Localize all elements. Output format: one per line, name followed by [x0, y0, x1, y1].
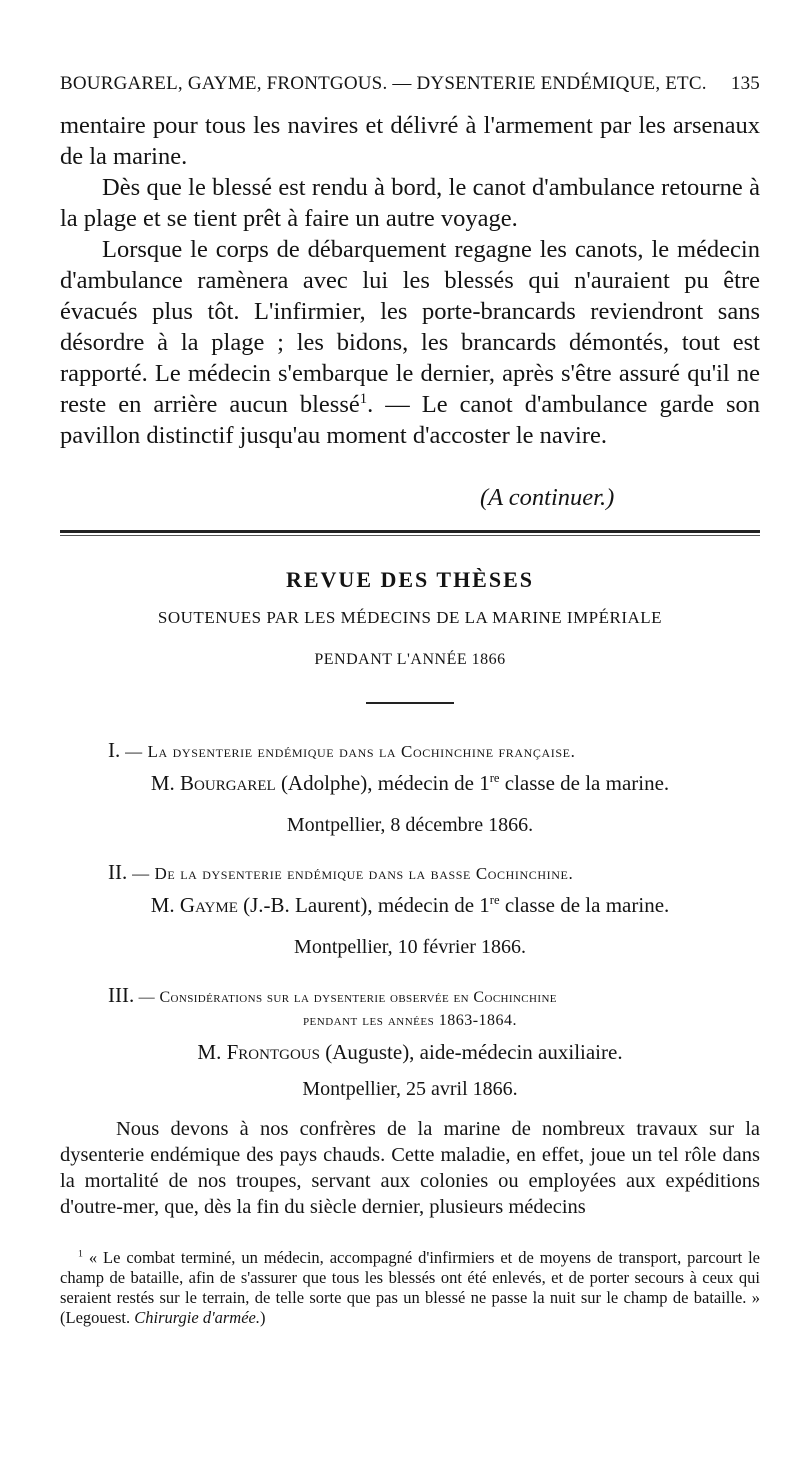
footnote-close: ): [259, 1308, 266, 1327]
paragraph: Nous devons à nos confrères de la marine de nombreux travaux sur la dysenterie endémique des pays chauds. Cette maladie, en effet, joue un tel rôle dans la mortalité de nos troupes, servant aux colonies ou employées aux expéditions d'outre-mer, que, dès la fin du siècle dernier, plusieurs médecins: [60, 1118, 760, 1218]
class-ordinal: re: [489, 771, 500, 785]
thesis-title-text: — Considérations sur la dysenterie observée en Cochinchine: [138, 989, 557, 1006]
thesis-numeral: III.: [108, 983, 135, 1007]
footnote-text: [60, 1248, 760, 1328]
review-period: PENDANT L'ANNÉE 1866: [314, 651, 506, 668]
section-divider: [60, 530, 760, 533]
running-header: [60, 73, 760, 95]
thesis-title: [108, 738, 575, 763]
class-text: classe de la marine.: [504, 893, 670, 917]
class-ordinal: re: [489, 893, 500, 907]
thesis-numeral: II.: [108, 860, 128, 884]
author-name: Gayme: [179, 893, 238, 917]
footnote-marker: 1: [78, 1248, 83, 1260]
author-name: Bourgarel: [180, 771, 276, 795]
thesis-title-continued: pendant les années 1863-1864.: [302, 1012, 518, 1029]
paragraph-text: Lorsque le corps de débarquement regagne les canots, le médecin d'ambulance ramènera avec lui les blessés qui n'auraient pu être évacués plus tôt. L'infirmier, les porte-brancards reviendront sans désordre à la plage ; les bidons, les brancards démontés, tout est rapporté. Le médecin s'embarque le dernier, après s'être assuré qu'il ne reste en arrière aucun blessé: [60, 236, 760, 418]
thesis-title-text: — La dysenterie endémique dans la Cochinchine française.: [125, 742, 576, 761]
author-prefix: M.: [150, 893, 175, 917]
review-body: [60, 1116, 760, 1220]
author-name: Frontgous: [226, 1040, 320, 1064]
continuation-note: (A continuer.): [480, 484, 615, 511]
thesis-author: [60, 771, 760, 796]
body-text: [60, 110, 760, 451]
review-title: REVUE DES THÈSES: [285, 567, 534, 592]
page-number: 135: [730, 73, 760, 94]
thesis-place-date: Montpellier, 8 décembre 1866.: [286, 814, 534, 836]
section-divider-thin: [60, 535, 760, 536]
paragraph: [60, 234, 760, 451]
footnote-source: Chirurgie d'armée.: [134, 1308, 260, 1327]
review-subtitle: SOUTENUES PAR LES MÉDECINS DE LA MARINE IMPÉRIALE: [157, 608, 663, 627]
short-divider: [366, 702, 454, 704]
paragraph: mentaire pour tous les navires et délivré à l'armement par les arsenaux de la marine.: [60, 112, 760, 170]
footnote-reference: 1: [359, 390, 368, 407]
footnote: [60, 1248, 760, 1328]
thesis-numeral: I.: [108, 738, 121, 762]
thesis-place-date: Montpellier, 25 avril 1866.: [302, 1078, 518, 1100]
thesis-author: [60, 893, 760, 918]
author-details: (Adolphe), médecin de: [280, 771, 474, 795]
thesis-title: [108, 983, 557, 1008]
class-number: 1: [479, 771, 490, 795]
footnote-body: « Le combat terminé, un médecin, accompagné d'infirmiers et de moyens de transport, parcourt le champ de bataille, afin de s'assurer que tous les blessés ont été enlevés, et de porter secours à ceux qui seraient restés sur le terrain, de telle sorte que pas un blessé ne passe la nuit sur le champ de bataille. » (Legouest.: [60, 1248, 761, 1327]
class-text: classe de la marine.: [504, 771, 670, 795]
author-prefix: M.: [197, 1040, 222, 1064]
author-details: (J.-B. Laurent), médecin de: [243, 893, 475, 917]
class-number: 1: [479, 893, 490, 917]
author-details: (Auguste), aide-médecin auxiliaire.: [325, 1040, 623, 1064]
paragraph-text: . — Le canot d'ambulance garde son pavillon distinctif jusqu'au moment d'accoster le navire.: [60, 391, 760, 449]
thesis-title-text: — De la dysenterie endémique dans la basse Cochinchine.: [132, 864, 574, 883]
paragraph: Dès que le blessé est rendu à bord, le canot d'ambulance retourne à la plage et se tient prêt à faire un autre voyage.: [60, 174, 760, 232]
thesis-title: [108, 860, 573, 885]
author-prefix: M.: [150, 771, 175, 795]
thesis-place-date: Montpellier, 10 février 1866.: [294, 936, 526, 958]
thesis-author: [60, 1040, 760, 1065]
running-title: BOURGAREL, GAYME, FRONTGOUS. — DYSENTERIE ENDÉMIQUE, ETC.: [60, 73, 707, 94]
